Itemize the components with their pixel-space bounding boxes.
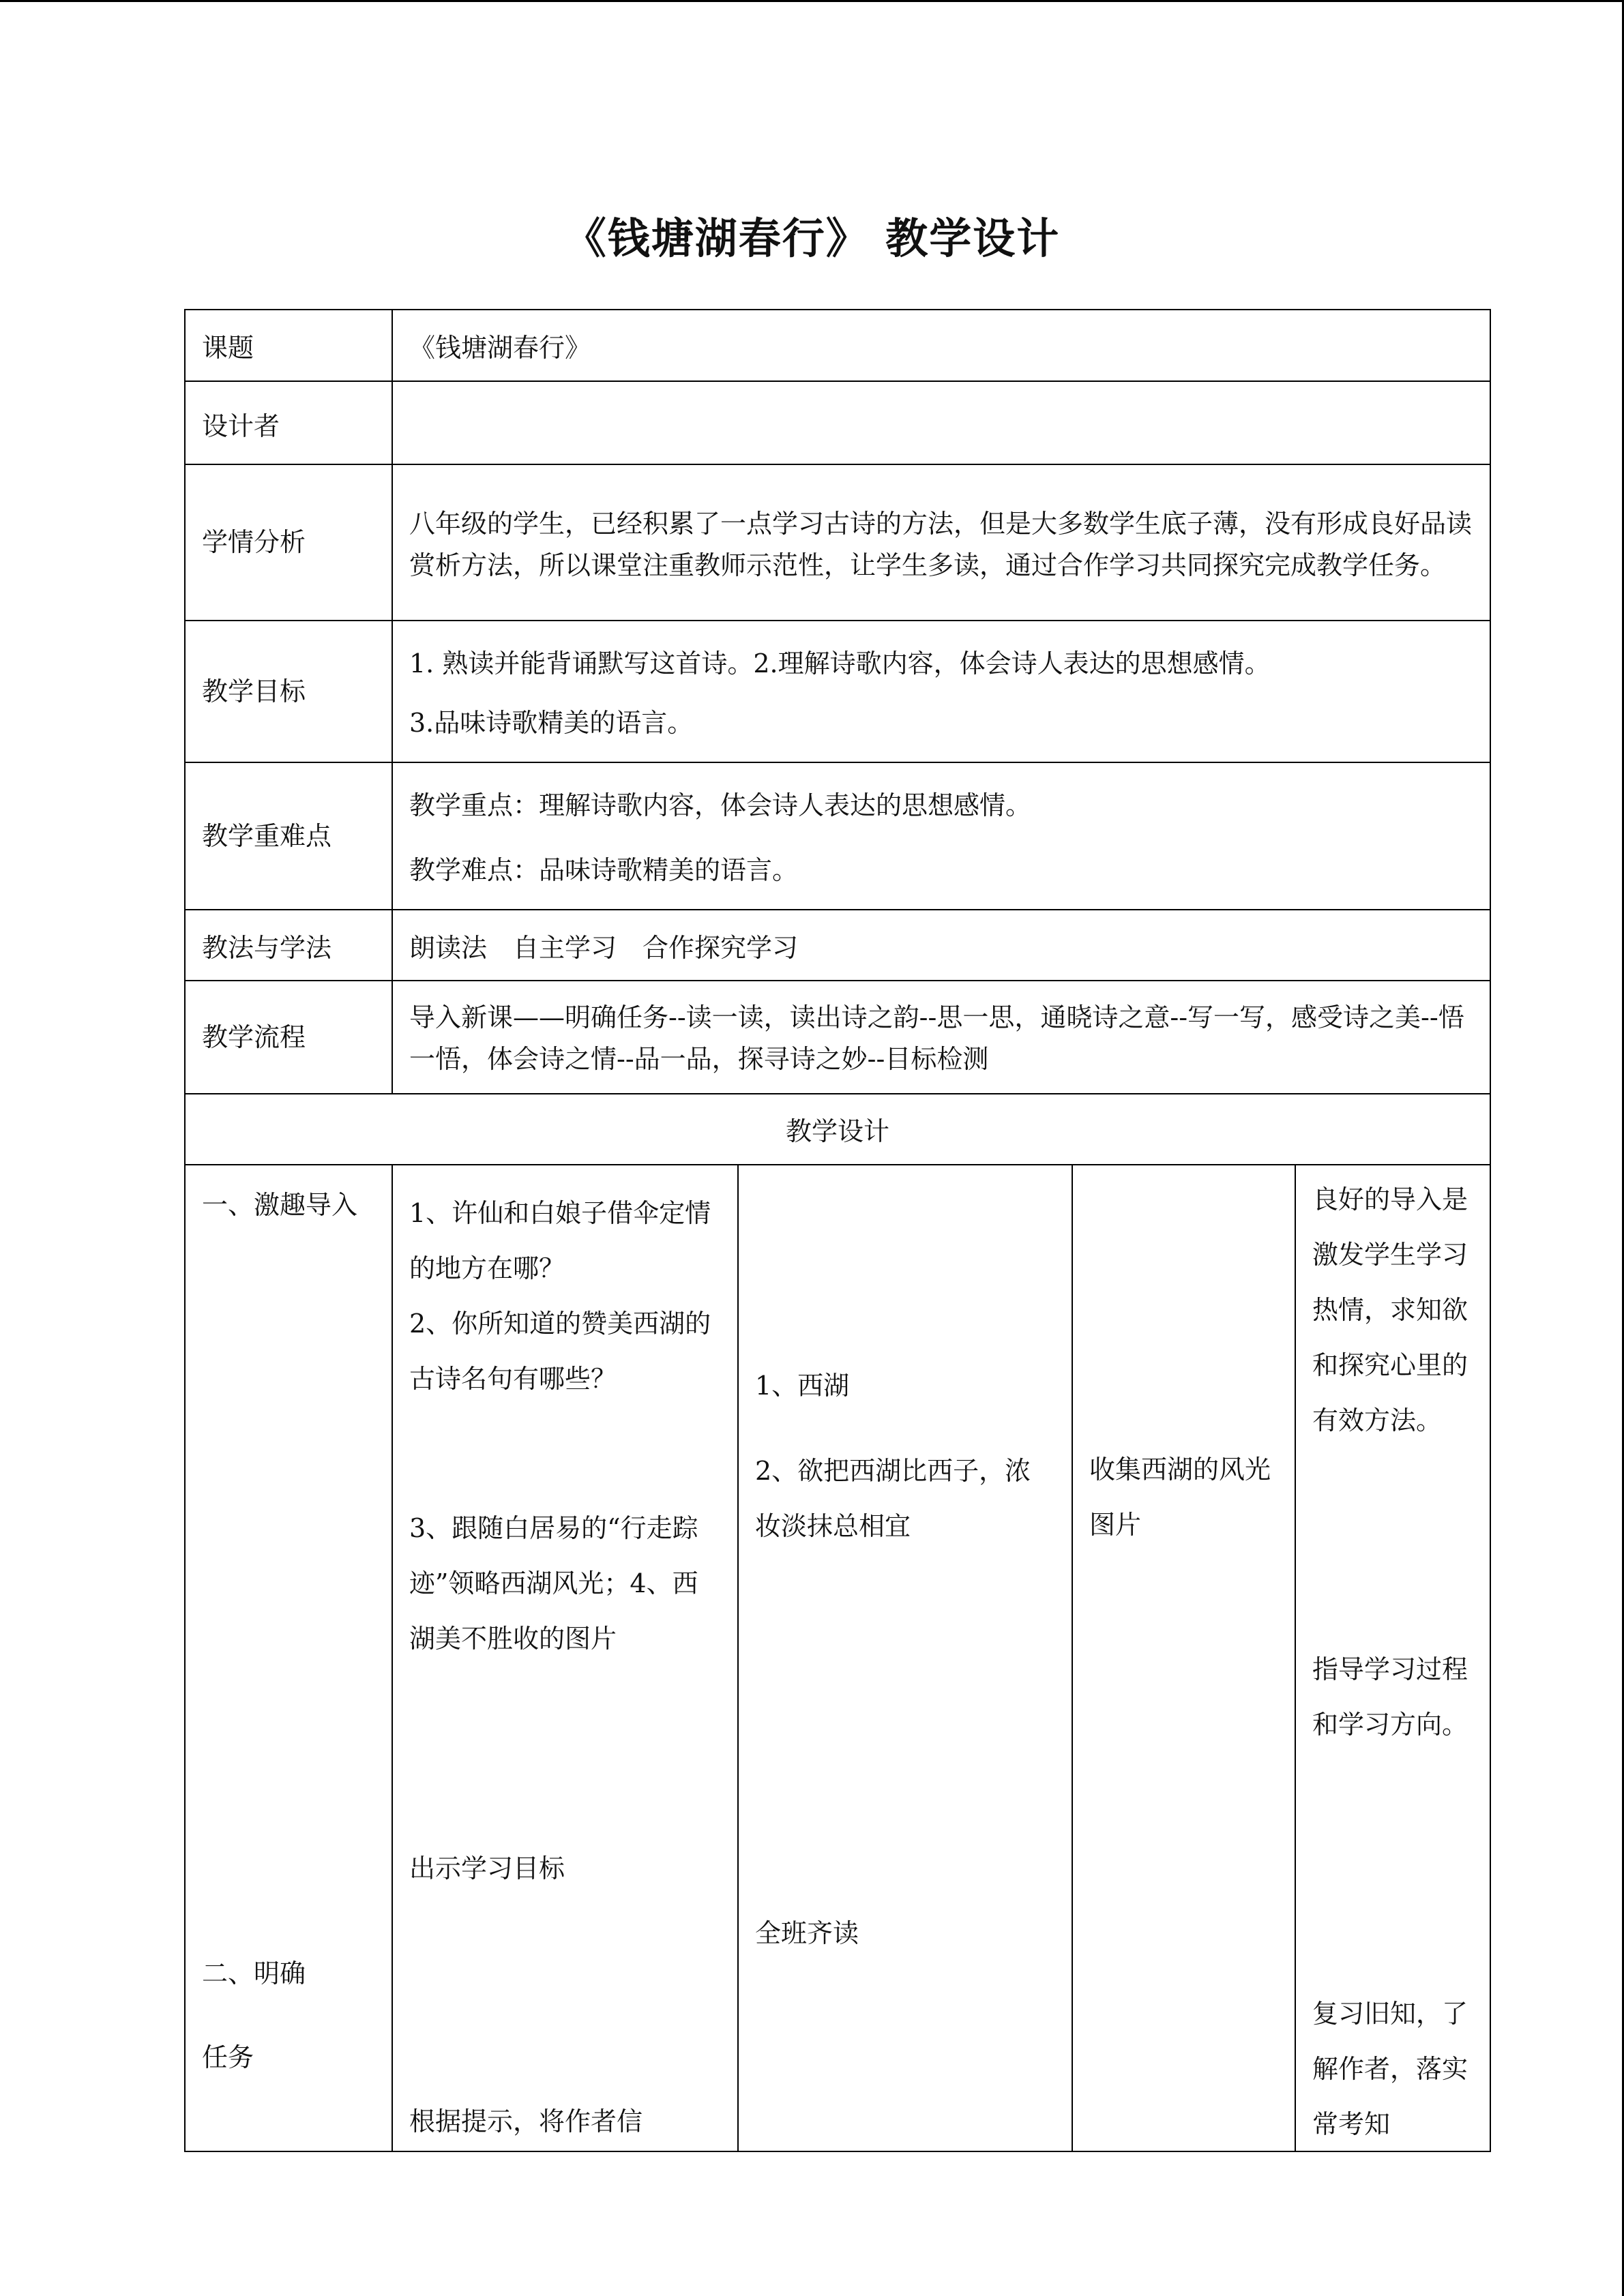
info-row-key-points (185, 762, 1490, 910)
info-label: 教法与学法 (185, 910, 392, 981)
stage-1-label: 一、激趣导入 (202, 1190, 358, 1220)
info-value: 导入新课——明确任务--读一读，读出诗之韵--思一思，通晓诗之意--写一写，感受诗之美--悟一悟，体会诗之情--品一品，探寻诗之妙--目标检测 (392, 981, 1490, 1094)
info-value: 《钱塘湖春行》 (392, 310, 1490, 381)
info-value (392, 381, 1490, 464)
info-value: 八年级的学生，已经积累了一点学习古诗的方法，但是大多数学生底子薄，没有形成良好品读赏析方法，所以课堂注重教师示范性，让学生多读，通过合作学习共同探究完成教学任务。 (392, 464, 1490, 621)
teacher-question-1: 1、许仙和白娘子借伞定情的地方在哪？ (409, 1198, 711, 1283)
info-label: 教学重难点 (185, 762, 392, 910)
info-row-teaching-goals (185, 621, 1490, 762)
info-row-designer (185, 381, 1490, 464)
info-label: 教学目标 (185, 621, 392, 762)
student-activity-column (738, 1165, 1072, 2151)
info-row-process (185, 981, 1490, 1094)
info-label: 学情分析 (185, 464, 392, 621)
preparation-column (1072, 1165, 1295, 2151)
student-answer-1: 1、西湖 (755, 1371, 850, 1401)
info-label: 课题 (185, 310, 392, 381)
page-top-border (0, 0, 1624, 2)
design-header-row (185, 1094, 1490, 1165)
design-header: 教学设计 (185, 1094, 1490, 1165)
page-title: 《钱塘湖春行》 教学设计 (563, 213, 1061, 263)
stage-2-label-line2: 任务 (202, 2042, 254, 2072)
goal-line: 1. 熟读并能背诵默写这首诗。2.理解诗歌内容，体会诗人表达的思想感情。 (409, 648, 1271, 679)
intent-1: 良好的导入是激发学生学习热情，求知欲和探究心里的有效方法。 (1312, 1184, 1468, 1435)
difficulty-line: 教学难点：品味诗歌精美的语言。 (409, 855, 799, 885)
info-value (392, 762, 1490, 910)
key-point-line: 教学重点：理解诗歌内容，体会诗人表达的思想感情。 (409, 790, 1032, 821)
info-label: 设计者 (185, 381, 392, 464)
intent-2: 指导学习过程和学习方向。 (1312, 1654, 1468, 1740)
stage-column (185, 1165, 392, 2151)
info-value: 朗读法 自主学习 合作探究学习 (392, 910, 1490, 981)
teacher-question-2: 2、你所知道的赞美西湖的古诗名句有哪些？ (409, 1309, 711, 1394)
intent-column (1295, 1165, 1490, 2151)
lesson-plan-table (184, 309, 1491, 2152)
info-row-topic (185, 310, 1490, 381)
teacher-activity-column (392, 1165, 738, 2151)
student-read-all: 全班齐读 (755, 1918, 859, 1948)
intent-3: 复习旧知，了解作者，落实常考知 (1312, 1999, 1468, 2139)
student-answer-2: 2、欲把西湖比西子，浓妆淡抹总相宜 (755, 1456, 1031, 1541)
info-row-student-analysis (185, 464, 1490, 621)
info-label: 教学流程 (185, 981, 392, 1094)
design-detail-row (185, 1165, 1490, 2151)
preparation-text: 收集西湖的风光图片 (1089, 1455, 1271, 1540)
teacher-show-goals: 出示学习目标 (409, 1853, 565, 1883)
teacher-question-3: 3、跟随白居易的“行走踪迹”领略西湖风光；4、西湖美不胜收的图片 (409, 1513, 698, 1654)
info-row-methods (185, 910, 1490, 981)
goal-line: 3.品味诗歌精美的语言。 (409, 708, 694, 738)
info-value (392, 621, 1490, 762)
stage-2-label-line1: 二、明确 (202, 1958, 306, 1988)
teacher-author-hint: 根据提示，将作者信 (409, 2106, 643, 2136)
